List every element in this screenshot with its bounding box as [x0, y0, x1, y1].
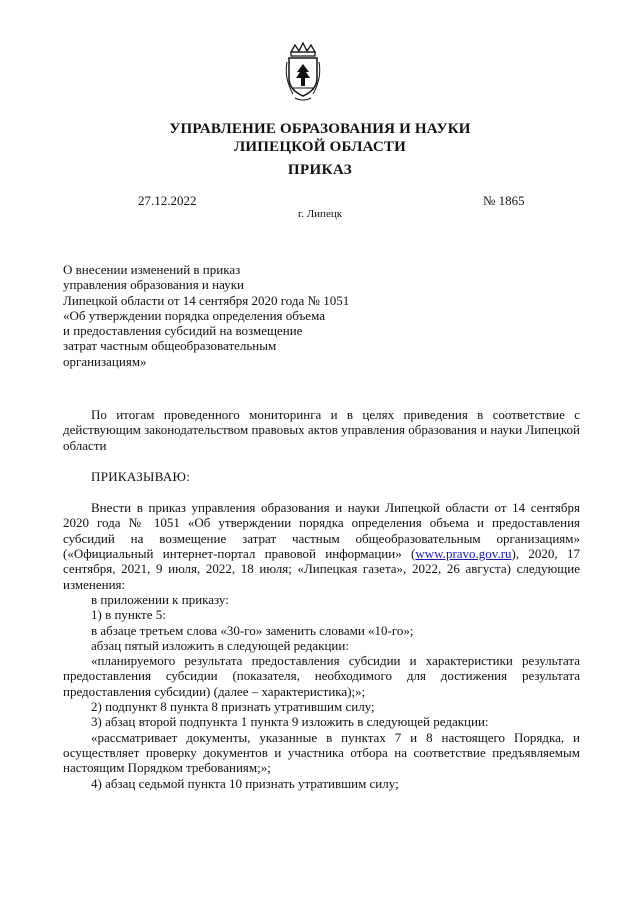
list-item: 2) подпункт 8 пункта 8 признать утратившим силу;: [91, 699, 375, 715]
document-type: ПРИКАЗ: [287, 162, 353, 178]
subject-line: Липецкой области от 14 сентября 2020 года № 1051: [63, 292, 350, 308]
order-date: 27.12.2022: [138, 193, 197, 208]
subject-line: затрат частным общеобразовательным: [63, 338, 277, 354]
list-item: в абзаце третьем слова «30-го» заменить словами «10-го»;: [91, 622, 414, 638]
city: г. Липецк: [297, 208, 343, 220]
intro-paragraph: [63, 500, 580, 592]
list-item: «рассматривает документы, указанные в пунктах 7 и 8 настоящего Порядка, и осуществляет проверку документов и участника отбора на соответствие предъявляемым настоящим Порядком требованиям;»;: [63, 729, 580, 776]
list-item: 3) абзац второй подпункта 1 пункта 9 изложить в следующей редакции:: [91, 714, 489, 730]
order-number: № 1865: [483, 193, 525, 208]
subject-line: управления образования и науки: [63, 277, 244, 293]
list-item: «планируемого результата предоставления субсидии и характеристики результата предоставления субсидии (показателя, необходимого для достижения результата предоставления субсидии) (далее – характеристика);»;: [63, 653, 580, 699]
preamble: По итогам проведенного мониторинга и в целях приведения в соответствие с действующим законодательством правовых актов управления образования и науки Липецкой области: [63, 407, 580, 453]
intro-text-part2: ), 2020, 17 сентября, 2021, 9 июля, 2022, 18 июля; «Липецкая газета», 2022, 26 августа) следующие изменения:: [63, 546, 580, 592]
coat-of-arms-icon: [283, 42, 323, 102]
order-word: ПРИКАЗЫВАЮ:: [91, 468, 191, 484]
list-item: абзац пятый изложить в следующей редакции:: [91, 637, 349, 653]
list-item: 1) в пункте 5:: [91, 607, 166, 623]
subject-block: [63, 262, 349, 369]
subject-line: О внесении изменений в приказ: [63, 262, 241, 277]
subject-line: и предоставления субсидий на возмещение: [63, 323, 303, 339]
subject-line: организациям»: [63, 353, 147, 369]
subject-line: «Об утверждении порядка определения объема: [63, 307, 325, 323]
intro-text-part1: Внести в приказ управления образования и науки Липецкой области от 14 сентября 2020 года № 1051 «Об утверждении порядка определения объема и предоставления субсидий на возмещение затрат частным общеобразовательным организациям» («Официальный интернет-портал правовой информации» (: [63, 500, 580, 562]
document-body: [63, 407, 580, 791]
org-name-line2: ЛИПЕЦКОЙ ОБЛАСТИ: [234, 139, 406, 155]
pravo-link[interactable]: www.pravo.gov.ru: [415, 546, 512, 562]
list-item: 4) абзац седьмой пункта 10 признать утратившим силу;: [91, 775, 399, 791]
list-item: в приложении к приказу:: [91, 591, 229, 607]
org-name-line1: УПРАВЛЕНИЕ ОБРАЗОВАНИЯ И НАУКИ: [169, 121, 471, 137]
